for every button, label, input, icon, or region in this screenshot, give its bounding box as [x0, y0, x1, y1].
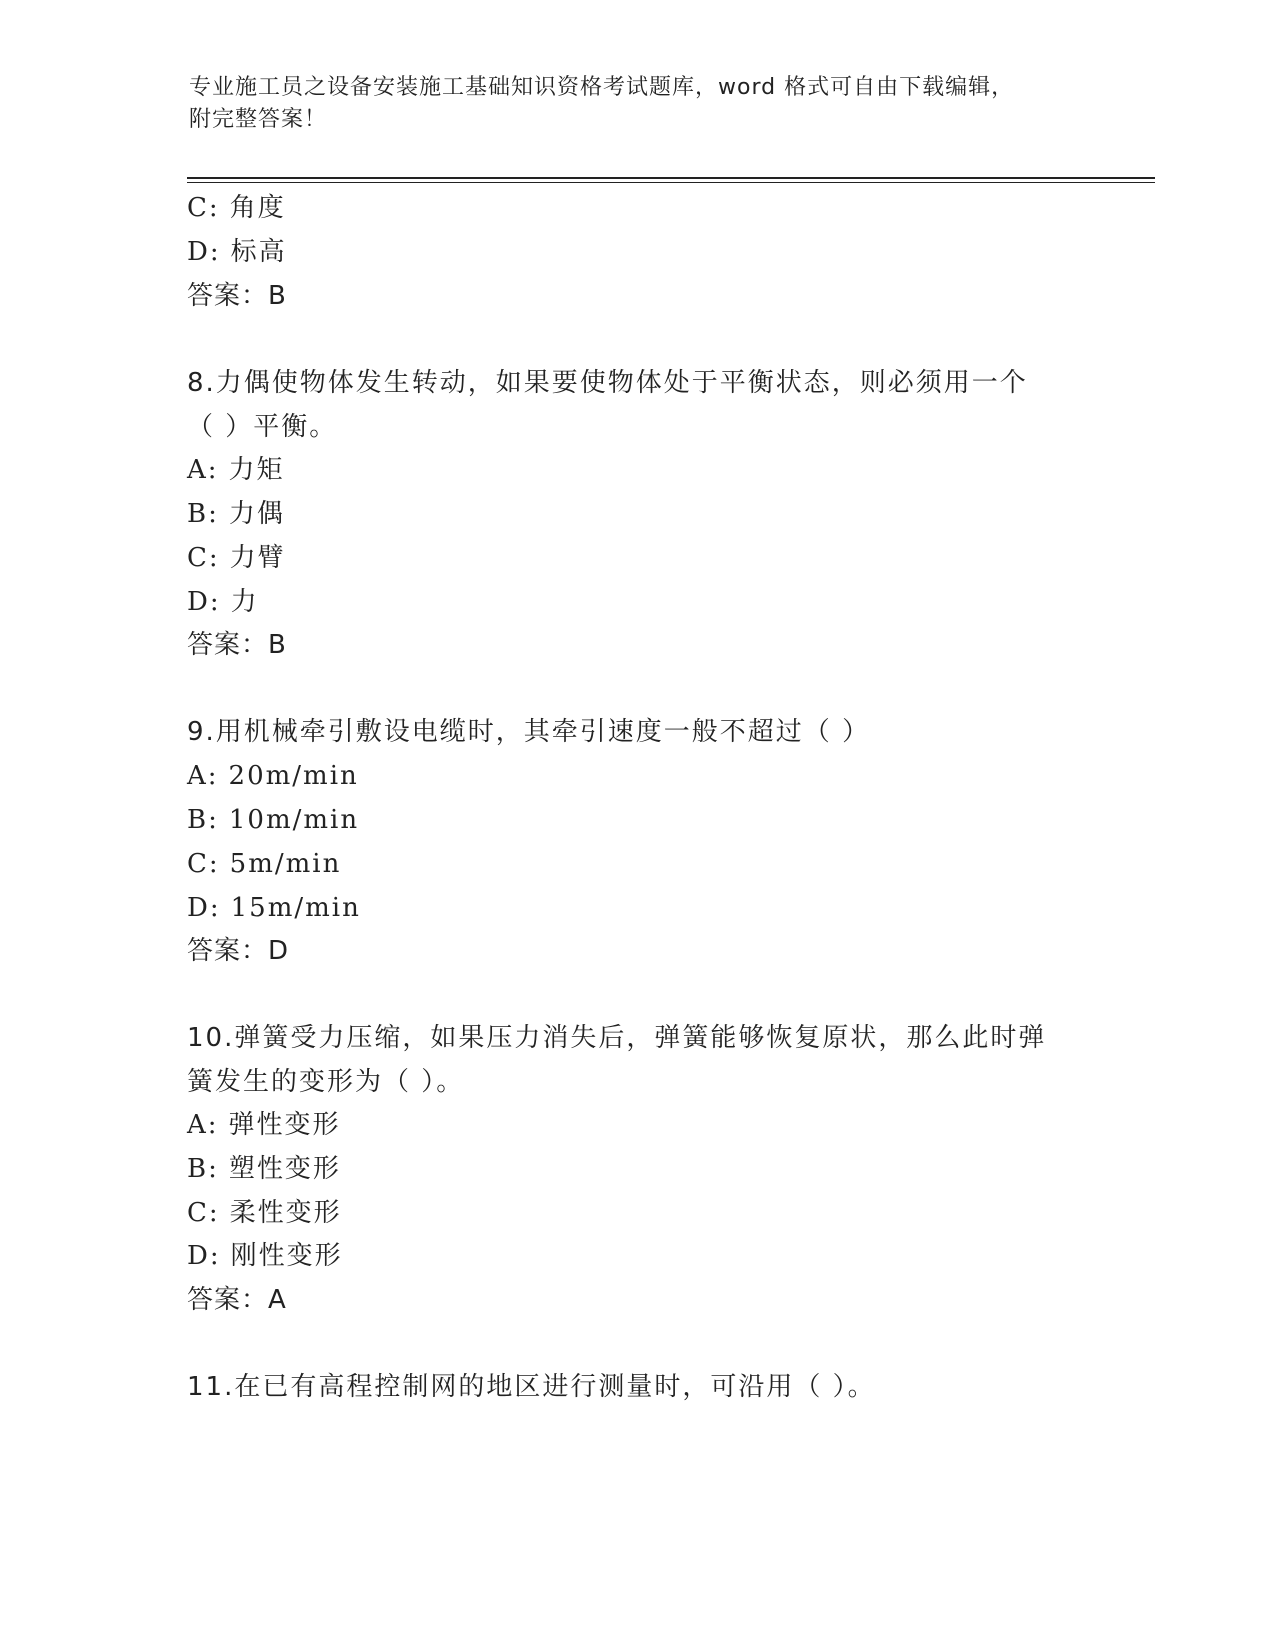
option-text: 角度 [229, 193, 286, 223]
option-text: 20m/min [228, 761, 359, 791]
option-text: 塑性变形 [228, 1154, 341, 1184]
option-b [187, 1151, 341, 1187]
option-b [187, 802, 359, 838]
option-letter: B: [187, 1154, 219, 1184]
document-header [189, 72, 1089, 136]
option-a [187, 452, 285, 488]
option-c [187, 1195, 342, 1231]
option-letter: B: [187, 499, 219, 529]
question-10-stem-line-2: 簧发生的变形为（ ）。 [187, 1067, 465, 1097]
option-letter: C: [187, 193, 220, 223]
option-text: 弹性变形 [228, 1110, 341, 1140]
option-text: 柔性变形 [229, 1198, 342, 1228]
option-letter: A: [187, 1110, 219, 1140]
option-a [187, 1107, 341, 1143]
option-letter: C: [187, 1198, 220, 1228]
option-letter: D: [187, 1241, 221, 1271]
option-c [187, 846, 341, 882]
option-text: 力偶 [228, 499, 285, 529]
question-8-stem-line-2: （ ）平衡。 [187, 412, 338, 442]
option-d [187, 584, 259, 620]
option-a [187, 758, 359, 794]
option-b [187, 496, 285, 532]
header-line-1: 专业施工员之设备安装施工基础知识资格考试题库，word 格式可自由下载编辑， [189, 75, 1015, 100]
option-letter: C: [187, 543, 220, 573]
question-8-stem-line-1: 8.力偶使物体发生转动，如果要使物体处于平衡状态，则必须用一个 [187, 368, 1028, 398]
option-c [187, 540, 286, 576]
option-letter: D: [187, 237, 221, 267]
option-letter: A: [187, 455, 219, 485]
answer-line: 答案：A [187, 1285, 287, 1315]
option-letter: C: [187, 849, 220, 879]
option-text: 15m/min [230, 893, 361, 923]
option-text: 力 [230, 587, 259, 617]
header-divider-thick [187, 177, 1155, 179]
option-c [187, 190, 286, 226]
header-line-2: 附完整答案！ [189, 107, 328, 132]
question-11-stem: 11.在已有高程控制网的地区进行测量时，可沿用（ ）。 [187, 1372, 876, 1402]
option-text: 标高 [230, 237, 287, 267]
option-d [187, 234, 287, 270]
answer-line: 答案：D [187, 936, 290, 966]
question-10-stem-line-1: 10.弹簧受力压缩，如果压力消失后，弹簧能够恢复原状，那么此时弹 [187, 1023, 1047, 1053]
option-text: 力臂 [229, 543, 286, 573]
question-9-stem: 9.用机械牵引敷设电缆时，其牵引速度一般不超过（ ） [187, 717, 871, 747]
option-text: 10m/min [228, 805, 360, 835]
option-letter: B: [187, 805, 219, 835]
option-text: 5m/min [229, 849, 342, 879]
header-divider-thin [187, 182, 1155, 183]
option-d [187, 1238, 343, 1274]
option-text: 刚性变形 [230, 1241, 343, 1271]
answer-line: 答案：B [187, 281, 287, 311]
option-letter: D: [187, 587, 221, 617]
option-letter: A: [187, 761, 219, 791]
option-d [187, 890, 361, 926]
option-text: 力矩 [228, 455, 285, 485]
option-letter: D: [187, 893, 221, 923]
answer-line: 答案：B [187, 630, 287, 660]
